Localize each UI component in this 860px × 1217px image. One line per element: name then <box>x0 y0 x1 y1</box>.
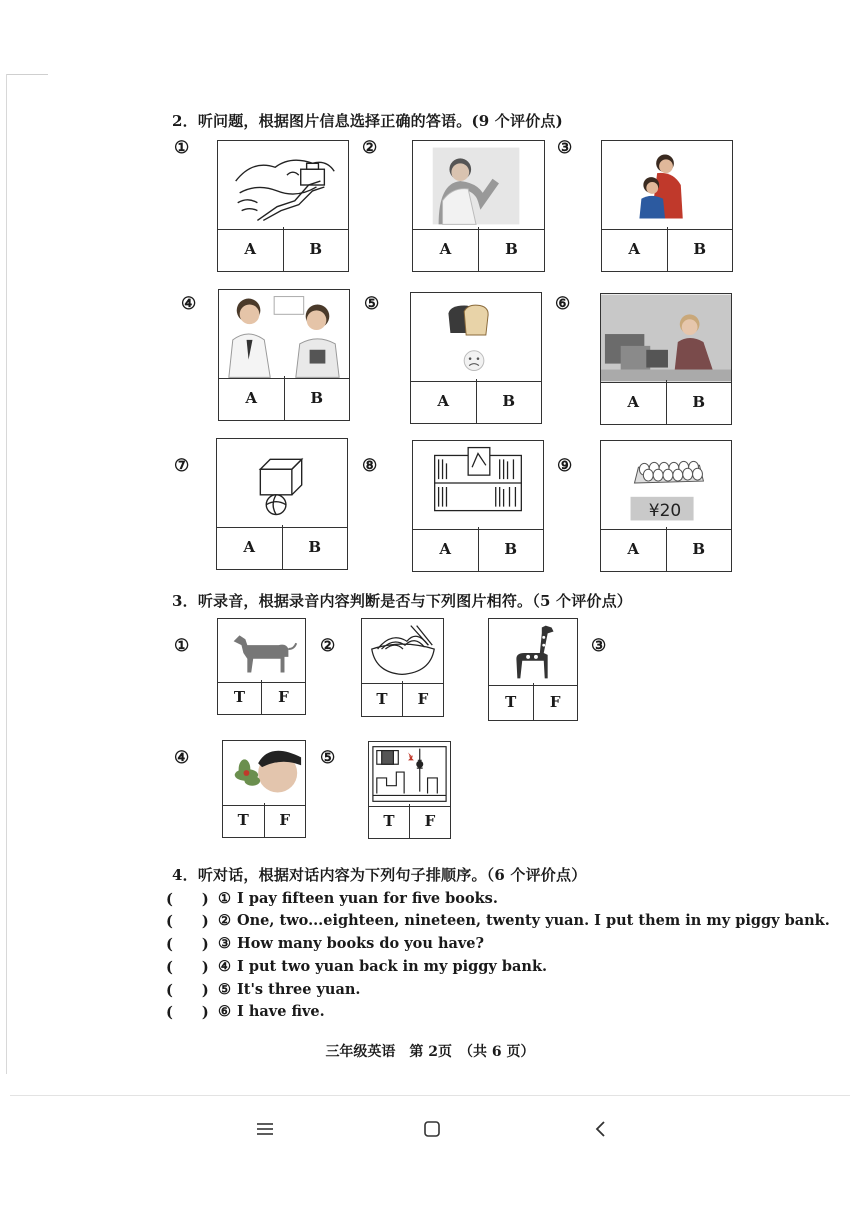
bookshelf-icon <box>413 441 543 530</box>
q2-item-1-option-a[interactable]: A <box>244 240 257 258</box>
sentence-text: One, two...eighteen, nineteen, twenty yuan. I put them in my piggy bank. <box>237 912 830 929</box>
canada-city-icon <box>369 742 450 807</box>
q2-item-8-option-b[interactable]: B <box>478 527 544 571</box>
giraffe-icon <box>489 619 577 686</box>
q2-item-5-number: ⑤ <box>364 294 380 314</box>
page-edge-top <box>6 74 48 75</box>
q3-item-5-number: ⑤ <box>320 748 336 768</box>
q2-item-8-number: ⑧ <box>362 456 378 476</box>
sentence-number: ① <box>218 890 231 907</box>
divider <box>10 1095 850 1096</box>
q4-sentence-5 <box>166 979 360 1000</box>
answer-blank[interactable]: ( ) <box>166 913 209 930</box>
q3-item-3-number: ③ <box>591 636 607 656</box>
sentence-number: ③ <box>218 935 231 952</box>
q2-item-3-option-a[interactable]: A <box>628 240 641 258</box>
waving-man-icon <box>413 141 544 230</box>
two-boys-talking-icon <box>219 290 349 379</box>
q2-item-9-option-b[interactable]: B <box>666 527 732 571</box>
q2-item-9-option-a[interactable]: A <box>627 540 640 558</box>
price-tag: ¥20 <box>648 501 682 521</box>
sentence-text: How many books do you have? <box>237 935 485 952</box>
sentence-text: I have five. <box>237 1003 325 1020</box>
q3-item-5-card <box>368 741 451 839</box>
navigation-bar <box>0 1108 860 1148</box>
q3-item-2-false[interactable]: F <box>402 681 443 716</box>
sentence-number: ⑥ <box>218 1003 231 1020</box>
q3-item-1-true[interactable]: T <box>233 688 246 706</box>
q3-item-4-card <box>222 740 306 838</box>
q3-heading: 3．听录音，根据录音内容判断是否与下列图片相符。（5 个评价点） <box>172 592 632 610</box>
sentence-number: ⑤ <box>218 981 231 998</box>
q3-item-3-card <box>488 618 578 721</box>
sentence-number: ④ <box>218 958 231 975</box>
menu-icon[interactable] <box>250 1114 280 1144</box>
back-chevron-icon[interactable] <box>586 1114 616 1144</box>
page-footer: 三年级英语 第 2页 （共 6 页） <box>325 1044 535 1060</box>
q2-item-8-option-a[interactable]: A <box>439 540 452 558</box>
q2-item-4-card <box>218 289 350 421</box>
sentence-text: I pay fifteen yuan for five books. <box>237 890 498 907</box>
answer-blank[interactable]: ( ) <box>166 891 209 908</box>
q2-item-6-option-b[interactable]: B <box>666 380 732 424</box>
q2-item-5-option-a[interactable]: A <box>437 392 450 410</box>
girl-with-toys-icon <box>601 294 731 383</box>
q2-item-3-number: ③ <box>557 138 573 158</box>
q2-heading: 2．听问题，根据图片信息选择正确的答语。(9 个评价点) <box>172 112 563 130</box>
page-edge-left <box>6 74 7 1074</box>
q3-item-5-true[interactable]: T <box>383 812 395 830</box>
q2-item-2-number: ② <box>362 138 378 158</box>
q4-sentence-1 <box>166 888 498 909</box>
answer-blank[interactable]: ( ) <box>166 1004 209 1021</box>
sentence-text: It's three yuan. <box>237 981 361 998</box>
sentence-number: ② <box>218 912 231 929</box>
q3-item-1-card <box>217 618 306 715</box>
q3-item-5-false[interactable]: F <box>409 804 450 838</box>
q2-item-8-card <box>412 440 544 572</box>
boy-smelling-flower-icon <box>223 741 305 806</box>
q3-item-4-true[interactable]: T <box>237 811 249 829</box>
q2-item-4-option-b[interactable]: B <box>284 376 350 420</box>
q4-heading: 4．听对话，根据对话内容为下列句子排顺序。（6 个评价点） <box>172 866 587 884</box>
q2-item-6-number: ⑥ <box>555 294 571 314</box>
q2-item-6-card <box>600 293 732 425</box>
q2-item-3-option-b[interactable]: B <box>667 227 733 271</box>
dog-icon <box>218 619 305 683</box>
q3-item-1-number: ① <box>174 636 190 656</box>
q3-item-3-false[interactable]: F <box>533 683 578 720</box>
q2-item-5-card <box>410 292 542 424</box>
q2-item-2-card <box>412 140 545 272</box>
great-wall-icon <box>218 141 348 230</box>
answer-blank[interactable]: ( ) <box>166 982 209 999</box>
q2-item-9-card <box>600 440 732 572</box>
q2-item-7-number: ⑦ <box>174 456 190 476</box>
q3-item-2-number: ② <box>320 636 336 656</box>
q2-item-1-option-b[interactable]: B <box>283 227 349 271</box>
q2-item-9-number: ⑨ <box>557 456 573 476</box>
q2-item-7-option-a[interactable]: A <box>243 538 256 556</box>
q3-item-3-true[interactable]: T <box>505 692 517 711</box>
q3-item-2-card <box>361 618 444 717</box>
q2-item-4-option-a[interactable]: A <box>245 389 258 407</box>
q4-sentence-4 <box>166 956 547 977</box>
q4-sentence-2 <box>166 910 830 931</box>
answer-blank[interactable]: ( ) <box>166 936 209 953</box>
q2-item-7-card <box>216 438 348 570</box>
sentence-text: I put two yuan back in my piggy bank. <box>237 958 548 975</box>
q2-item-3-card <box>601 140 733 272</box>
q2-item-1-card <box>217 140 349 272</box>
q3-item-4-false[interactable]: F <box>264 803 306 837</box>
q4-sentence-6 <box>166 1001 325 1022</box>
answer-blank[interactable]: ( ) <box>166 959 209 976</box>
q3-item-1-false[interactable]: F <box>261 680 305 714</box>
q2-item-2-option-b[interactable]: B <box>478 227 544 271</box>
q2-item-2-option-a[interactable]: A <box>439 240 452 258</box>
mother-hugging-child-icon <box>602 141 732 230</box>
q2-item-4-number: ④ <box>181 294 197 314</box>
q4-sentence-3 <box>166 933 484 954</box>
bread-sad-face-icon <box>411 293 541 382</box>
q2-item-7-option-b[interactable]: B <box>282 525 348 569</box>
q3-item-4-number: ④ <box>174 748 190 768</box>
noodles-bowl-icon <box>362 619 443 684</box>
q3-item-2-true[interactable]: T <box>376 689 388 708</box>
q2-item-1-number: ① <box>174 138 190 158</box>
square-home-icon[interactable] <box>417 1114 447 1144</box>
box-on-ball-icon <box>217 439 347 528</box>
q2-item-5-option-b[interactable]: B <box>476 379 542 423</box>
q2-item-6-option-a[interactable]: A <box>627 393 640 411</box>
